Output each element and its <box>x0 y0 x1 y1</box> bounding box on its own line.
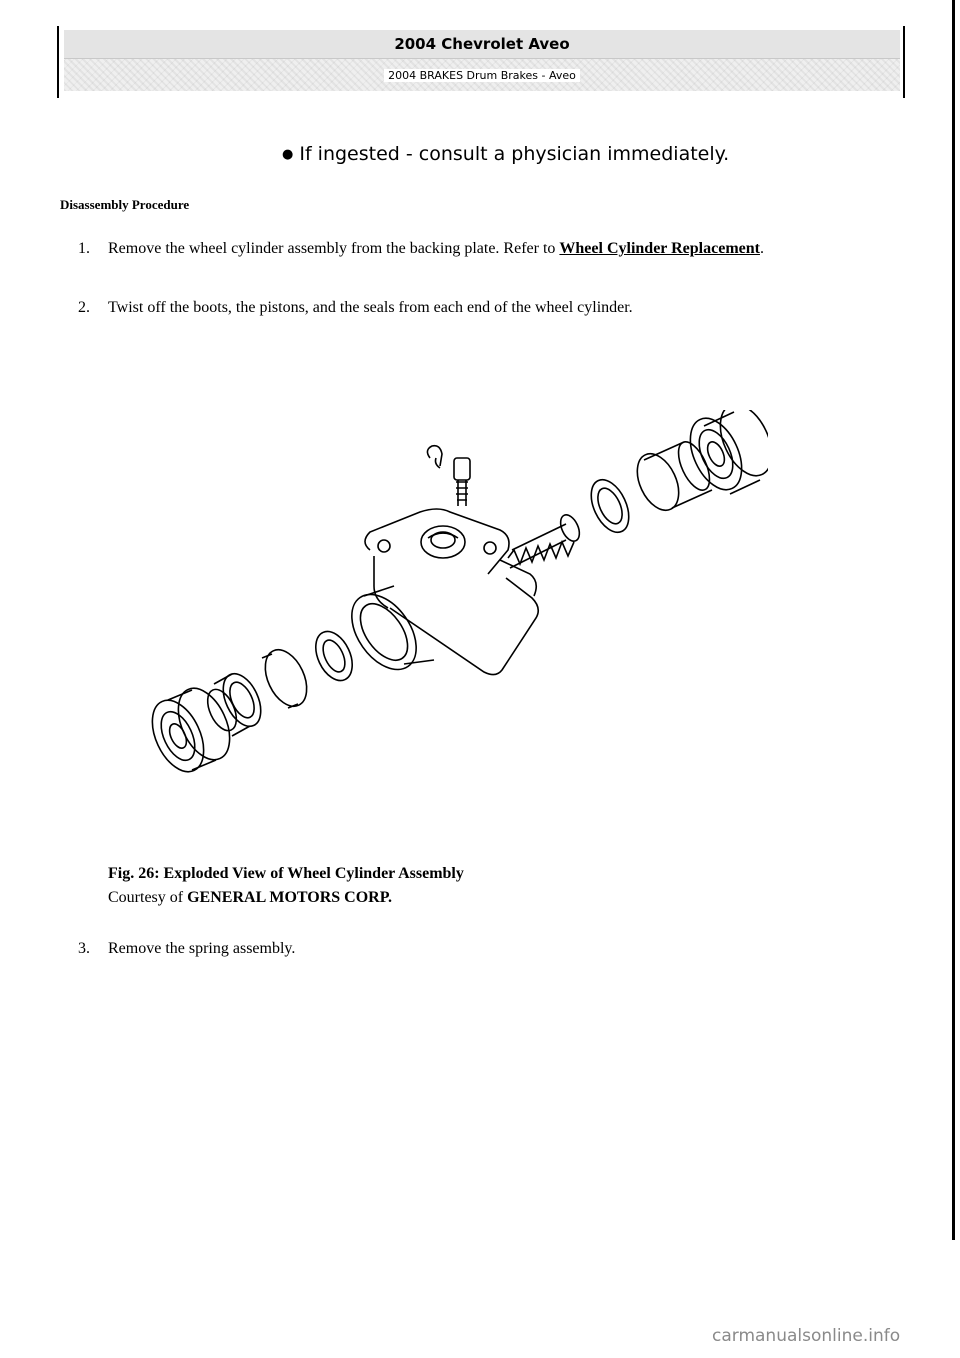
document-header <box>64 30 900 94</box>
section-heading: Disassembly Procedure <box>60 197 190 212</box>
figure-courtesy <box>108 886 464 910</box>
bullet-icon: ● <box>282 147 294 162</box>
left-seal-part <box>309 626 360 687</box>
spring-assembly-part <box>508 512 583 568</box>
left-piston-part <box>257 643 315 713</box>
step-1 <box>78 237 908 260</box>
wheel-cylinder-replacement-link[interactable]: Wheel Cylinder Replacement <box>559 240 760 257</box>
figure-caption <box>108 862 464 910</box>
caution-line <box>282 143 729 165</box>
step-number: 1. <box>78 240 90 257</box>
step-text: Remove the spring assembly. <box>108 940 296 957</box>
page-border-left <box>57 26 59 98</box>
courtesy-prefix: Courtesy of <box>108 889 188 906</box>
cylinder-housing-part <box>339 509 539 681</box>
bleeder-cap-part <box>427 446 442 468</box>
step-text: Twist off the boots, the pistons, and the seals from each end of the wheel cylinder. <box>108 299 633 316</box>
step-text: Remove the wheel cylinder assembly from the backing plate. Refer to <box>108 240 560 257</box>
watermark: carmanualsonline.info <box>712 1326 901 1346</box>
step-number: 3. <box>78 940 90 957</box>
right-piston-part <box>629 437 716 516</box>
header-title: 2004 Chevrolet Aveo <box>64 30 900 59</box>
page-border-right <box>903 26 905 98</box>
step-number: 2. <box>78 299 90 316</box>
page-rule-right <box>952 0 955 1240</box>
wheel-cylinder-exploded-view <box>138 410 768 790</box>
step-3 <box>78 937 908 960</box>
figure-title: Fig. 26: Exploded View of Wheel Cylinder Assembly <box>108 865 464 882</box>
caution-text: If ingested - consult a physician immediately. <box>299 143 730 165</box>
right-seal-part <box>584 474 637 538</box>
courtesy-org: GENERAL MOTORS CORP. <box>187 889 393 906</box>
header-subtitle-bar <box>64 59 900 91</box>
step-2 <box>78 296 908 319</box>
bleeder-screw-part <box>454 458 470 506</box>
header-subtitle: 2004 BRAKES Drum Brakes - Aveo <box>384 69 580 82</box>
left-inner-seal-part <box>202 668 269 736</box>
step-suffix: . <box>759 240 764 257</box>
